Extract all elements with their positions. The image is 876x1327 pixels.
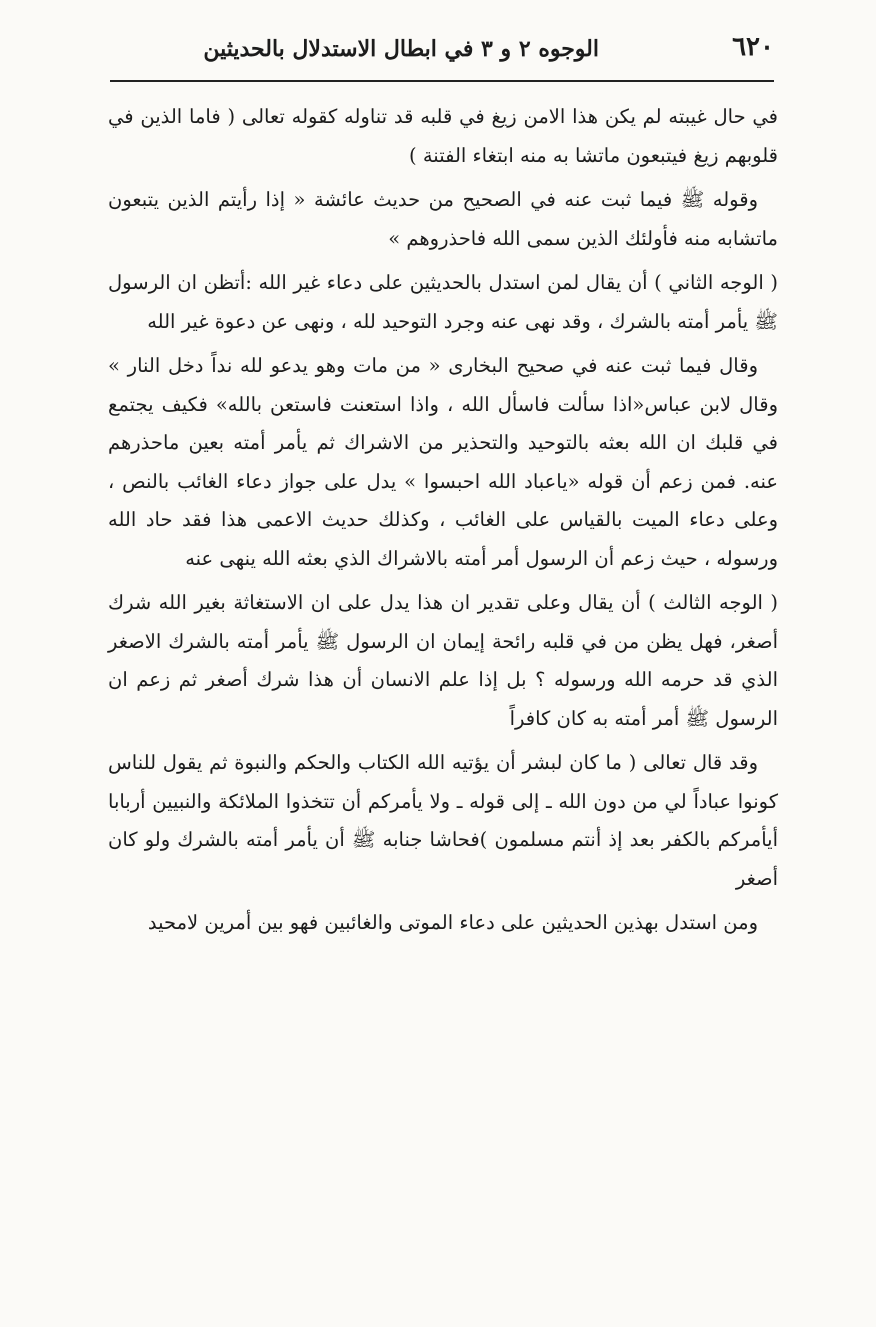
paragraph-6: وقد قال تعالى ( ما كان لبشر أن يؤتيه الله الكتاب والحكم والنبوة ثم يقول للناس كونوا عباداً لي من دون الله ـ إلى قوله ـ ولا يأمركم أن تتخذوا الملائكة والنبيين أربابا أيأمركم بالكفر بعد إذ أنتم مسلمون )فحاشا جنابه ﷺ أن يأمر أمته بالشرك ولو كان أصغر [108, 751, 778, 890]
paragraph-4: وقال فيما ثبت عنه في صحيح البخارى « من مات وهو يدعو لله نداً دخل النار » وقال لابن عباس«اذا سألت فاسأل الله ، واذا استعنت فاستعن بالله» فكيف يجتمع في قلبك ان الله بعثه بالتوحيد والتحذير من الاشراك ثم يأمر أمته بعين ماحذرهم عنه. فمن زعم أن قوله «ياعباد الله احبسوا » يدل على جواز دعاء الغائب بالنص ، وعلى دعاء الميت بالقياس على الغائب ، وكذلك حديث الاعمى هذا فقد حاد الله ورسوله ، حيث زعم أن الرسول أمر أمته بالاشراك الذي بعثه الله ينهى عنه [108, 354, 778, 570]
running-title: الوجوه ٢ و ٣ في ابطال الاستدلال بالحديثين [203, 36, 599, 62]
paragraph-5: ( الوجه الثالث ) أن يقال وعلى تقدير ان هذا يدل على ان الاستغاثة بغير الله شرك أصغر، فهل يظن من في قلبه رائحة إيمان ان الرسول ﷺ يأمر أمته بالشرك الاصغر الذي قد حرمه الله ورسوله ؟ بل إذا علم الانسان أن هذا شرك أصغر ثم زعم ان الرسول ﷺ أمر أمته به كان كافراً [108, 591, 778, 730]
page-number: ٦٢٠ [732, 32, 774, 62]
paragraph-7: ومن استدل بهذين الحديثين على دعاء الموتى والغائبين فهو بين أمرين لامحيد [147, 911, 758, 934]
page-header [110, 28, 774, 80]
paragraph-3: ( الوجه الثاني ) أن يقال لمن استدل بالحديثين على دعاء غير الله :أتظن ان الرسول ﷺ يأمر أمته بالشرك ، وقد نهى عنه وجرد التوحيد لله ، ونهى عن دعوة غير الله [108, 271, 778, 333]
paragraph-2: وقوله ﷺ فيما ثبت عنه في الصحيح من حديث عائشة « إذا رأيتم الذين يتبعون ماتشابه منه فأولئك الذين سمى الله فاحذروهم » [108, 188, 778, 250]
paragraph-1: في حال غيبته لم يكن هذا الامن زيغ في قلبه قد تناوله كقوله تعالى ( فاما الذين في قلوبهم زيغ فيتبعون ماتشا به منه ابتغاء الفتنة ) [108, 105, 778, 167]
body-text [108, 98, 778, 949]
header-rule [110, 80, 774, 82]
